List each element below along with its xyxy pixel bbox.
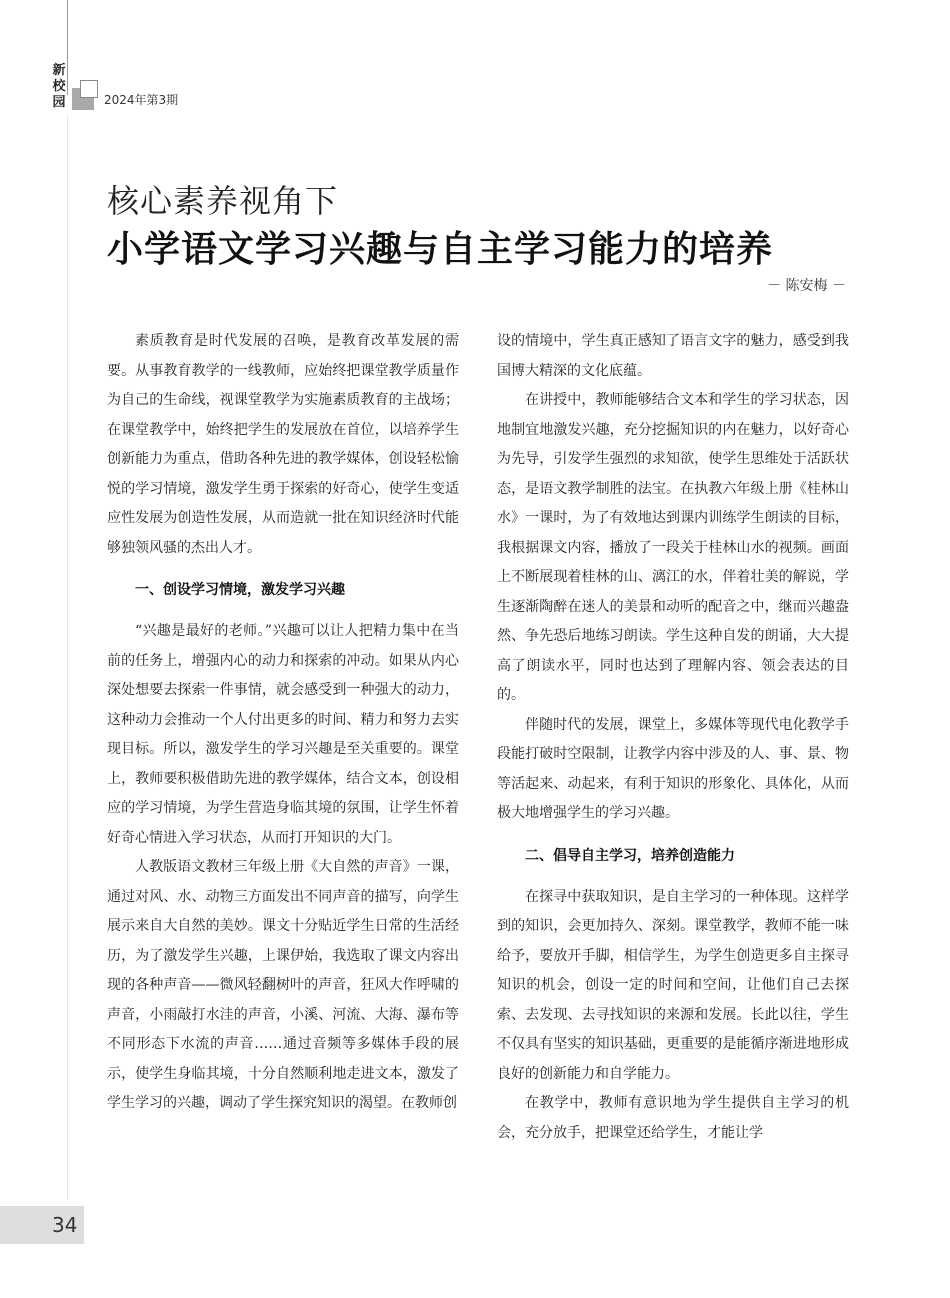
paragraph: 伴随时代的发展，课堂上，多媒体等现代电化教学手段能打破时空限制，让教学内容中涉及的人、事、景、物等活起来、动起来，有利于知识的形象化、具体化，从而极大地增强学生的学习兴趣。 [497,716,849,821]
magazine-char: 园 [52,95,66,110]
left-column [107,327,459,1119]
margin-rule [67,115,68,1200]
article-author: － 陈安梅 － [767,278,846,294]
header-rule [67,0,68,95]
paragraph: 在讲授中，教师能够结合文本和学生的学习状态，因地制宜地激发兴趣，充分挖掘知识的内在魅力，以好奇心为先导，引发学生强烈的求知欲，使学生思维处于活跃状态，是语文教学制胜的法宝。在执教六年级上册《桂林山水》一课时，为了有效地达到课内训练学生朗读的目标，我根据课文内容，播放了一段关于桂林山水的视频。画面上不断展现着桂林的山、漓江的水，伴着壮美的解说，学生逐渐陶醉在迷人的美景和动听的配音之中，继而兴趣盎然、争先恐后地练习朗读。学生这种自发的朗诵，大大提高了朗读水平，同时也达到了理解内容、领会表达的目的。 [497,392,849,703]
header-square-outline [80,80,98,98]
paragraph: 素质教育是时代发展的召唤，是教育改革发展的需要。从事教育教学的一线教师，应始终把课堂教学质量作为自己的生命线，视课堂教学为实施素质教育的主战场；在课堂教学中，始终把学生的发展放在首位，以培养学生创新能力为重点，借助各种先进的教学媒体，创设轻松愉悦的学习情境，激发学生勇于探索的好奇心，使学生变适应性发展为创造性发展，从而造就一批在知识经济时代能够独领风骚的杰出人才。 [107,333,459,556]
paragraph: 在探寻中获取知识，是自主学习的一种体现。这样学到的知识，会更加持久、深刻。课堂教学，教师不能一味给予，要放开手脚，相信学生，为学生创造更多自主探寻知识的机会，创设一定的时间和空间，让他们自己去探索、去发现、去寻找知识的来源和发展。长此以往，学生不仅具有坚实的知识基础，更重要的是能循序渐进地形成良好的创新能力和自学能力。 [497,888,849,1082]
page-number: 34 [52,1213,78,1237]
article-subtitle: 核心素养视角下 [107,182,339,220]
magazine-name [51,63,67,111]
section-heading: 二、倡导自主学习，培养创造能力 [525,847,735,864]
paragraph: 人教版语文教材三年级上册《大自然的声音》一课，通过对风、水、动物三方面发出不同声音的描写，向学生展示来自大自然的美妙。课文十分贴近学生日常的生活经历，为了激发学生兴趣，上课伊始，我选取了课文内容出现的各种声音——微风轻翻树叶的声音，狂风大作呼啸的声音，小雨敲打水洼的声音，小溪、河流、大海、瀑布等不同形态下水流的声音……通过音频等多媒体手段的展示，使学生身临其境，十分自然顺利地走进文本，激发了学生学习的兴趣，调动了学生探究知识的渴望。在教师创 [107,859,459,1111]
right-column [497,327,849,1148]
magazine-char: 新 [52,63,66,78]
magazine-char: 校 [52,79,66,94]
article-title: 小学语文学习兴趣与自主学习能力的培养 [107,228,774,270]
section-heading: 一、创设学习情境，激发学习兴趣 [135,582,345,598]
issue-label: 2024年第3期 [104,93,179,107]
paragraph: “兴趣是最好的老师。”兴趣可以让人把精力集中在当前的任务上，增强内心的动力和探索的冲动。如果从内心深处想要去探索一件事情，就会感受到一种强大的动力，这种动力会推动一个人付出更多的时间、精力和努力去实现目标。所以，激发学生的学习兴趣是至关重要的。课堂上，教师要积极借助先进的教学媒体，结合文本，创设相应的学习情境，为学生营造身临其境的氛围，让学生怀着好奇心情进入学习状态，从而打开知识的大门。 [107,623,459,846]
paragraph: 在教学中，教师有意识地为学生提供自主学习的机会，充分放手，把课堂还给学生，才能让学 [497,1095,849,1141]
paragraph-continued: 设的情境中，学生真正感知了语言文字的魅力，感受到我国博大精深的文化底蕴。 [497,333,849,379]
